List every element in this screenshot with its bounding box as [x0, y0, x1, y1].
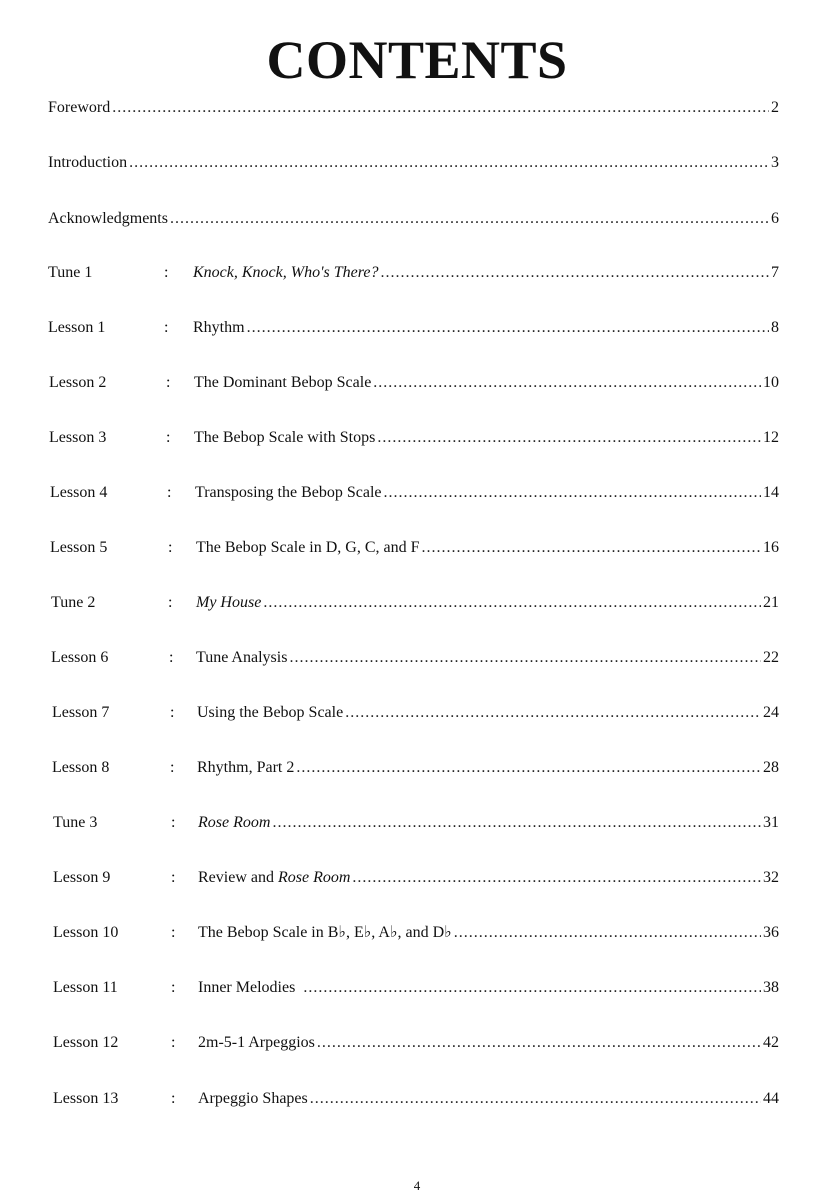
- entry-label: Tune 3: [53, 814, 98, 831]
- page-number: 8: [771, 319, 779, 336]
- entry-colon: :: [171, 869, 176, 886]
- entry-label: Lesson 8: [52, 759, 110, 776]
- entry-title: [196, 593, 261, 613]
- toc-entry-lesson-4[interactable]: [195, 483, 779, 503]
- page-number: 12: [763, 429, 779, 446]
- dot-leader: [272, 813, 761, 833]
- dot-leader: [112, 98, 769, 118]
- entry-title: The Bebop Scale in B♭, E♭, A♭, and D♭: [198, 924, 452, 941]
- page-number: 28: [763, 759, 779, 776]
- dot-leader: [170, 209, 769, 229]
- page-number: 44: [763, 1090, 779, 1107]
- footer-page-number: 4: [413, 1178, 421, 1193]
- dot-leader: [303, 978, 761, 998]
- entry-title: The Bebop Scale with Stops: [194, 429, 376, 446]
- entry-label: Lesson 7: [52, 704, 110, 721]
- entry-label: Lesson 9: [53, 869, 111, 886]
- toc-entry-lesson-1[interactable]: [193, 318, 779, 338]
- entry-title-italic: Rose Room: [277, 869, 351, 886]
- entry-title: Arpeggio Shapes: [198, 1090, 308, 1107]
- page-number: 3: [771, 154, 779, 171]
- entry-colon: :: [169, 649, 174, 666]
- entry-title: Foreword: [48, 99, 111, 116]
- page-number: 14: [763, 484, 779, 501]
- toc-entry-lesson-12[interactable]: [198, 1033, 779, 1053]
- entry-label: Lesson 3: [49, 429, 107, 446]
- entry-label: Lesson 13: [53, 1090, 119, 1107]
- entry-title: Tune Analysis: [196, 649, 288, 666]
- toc-entry-acknowledgments[interactable]: [48, 209, 779, 229]
- entry-title: Introduction: [48, 154, 128, 171]
- entry-colon: :: [171, 814, 176, 831]
- entry-colon: :: [171, 1090, 176, 1107]
- dot-leader: [345, 703, 761, 723]
- entry-colon: :: [168, 539, 173, 556]
- entry-title: [198, 868, 350, 888]
- toc-entry-lesson-10[interactable]: [198, 923, 779, 943]
- toc-entry-lesson-8[interactable]: [197, 758, 779, 778]
- entry-label: Lesson 2: [49, 374, 107, 391]
- entry-title: Rhythm: [193, 319, 245, 336]
- entry-colon: :: [166, 429, 171, 446]
- page-title: CONTENTS: [266, 30, 568, 90]
- dot-leader: [289, 648, 761, 668]
- page-number: 31: [763, 814, 779, 831]
- entry-title: [193, 263, 378, 283]
- page-number: 2: [771, 99, 779, 116]
- entry-title: Using the Bebop Scale: [197, 704, 344, 721]
- page-number: 21: [763, 594, 779, 611]
- page-number: 32: [763, 869, 779, 886]
- dot-leader: [317, 1033, 761, 1053]
- dot-leader: [129, 153, 769, 173]
- page-number: 42: [763, 1034, 779, 1051]
- toc-entry-lesson-9[interactable]: [198, 868, 779, 888]
- entry-label: Lesson 11: [53, 979, 118, 996]
- entry-title: The Dominant Bebop Scale: [194, 374, 372, 391]
- page-number: 22: [763, 649, 779, 666]
- entry-title-text: My House: [196, 594, 262, 611]
- entry-title: The Bebop Scale in D, G, C, and F: [196, 539, 420, 556]
- entry-colon: :: [171, 1034, 176, 1051]
- toc-entry-introduction[interactable]: [48, 153, 779, 173]
- entry-title: Inner Melodies: [198, 979, 296, 996]
- toc-entry-tune-3[interactable]: [198, 813, 779, 833]
- dot-leader: [247, 318, 769, 338]
- entry-label: Lesson 6: [51, 649, 109, 666]
- entry-label: Tune 2: [51, 594, 96, 611]
- entry-label: Lesson 10: [53, 924, 119, 941]
- toc-entry-lesson-11[interactable]: [198, 978, 779, 998]
- toc-entry-foreword[interactable]: [48, 98, 779, 118]
- entry-title: Rhythm, Part 2: [197, 759, 295, 776]
- entry-title-text: Rose Room: [198, 814, 271, 831]
- entry-colon: :: [168, 594, 173, 611]
- entry-colon: :: [170, 704, 175, 721]
- dot-leader: [422, 538, 761, 558]
- dot-leader: [373, 373, 761, 393]
- entry-title: Transposing the Bebop Scale: [195, 484, 382, 501]
- entry-title-text: Review and: [198, 869, 278, 886]
- dot-leader: [380, 263, 769, 283]
- dot-leader: [263, 593, 761, 613]
- dot-leader: [454, 923, 761, 943]
- entry-title: [198, 813, 270, 833]
- page-number: 10: [763, 374, 779, 391]
- entry-colon: :: [171, 979, 176, 996]
- entry-colon: :: [167, 484, 172, 501]
- page-number: 7: [771, 264, 779, 281]
- entry-label: Tune 1: [48, 264, 93, 281]
- toc-entry-lesson-6[interactable]: [196, 648, 779, 668]
- page-number: 6: [771, 210, 779, 227]
- entry-label: Lesson 1: [48, 319, 106, 336]
- entry-title: 2m-5-1 Arpeggios: [198, 1034, 315, 1051]
- dot-leader: [352, 868, 761, 888]
- entry-label: Lesson 12: [53, 1034, 119, 1051]
- page-number: 24: [763, 704, 779, 721]
- entry-colon: :: [164, 319, 169, 336]
- toc-entry-lesson-5[interactable]: [196, 538, 779, 558]
- entry-colon: :: [164, 264, 169, 281]
- entry-colon: :: [171, 924, 176, 941]
- toc-entry-lesson-2[interactable]: [194, 373, 779, 393]
- dot-leader: [310, 1089, 761, 1109]
- entry-title-text: Knock, Knock, Who's There?: [193, 264, 379, 281]
- dot-leader: [384, 483, 761, 503]
- toc-entry-lesson-7[interactable]: [197, 703, 779, 723]
- toc-entry-lesson-13[interactable]: [198, 1089, 779, 1109]
- entry-colon: :: [166, 374, 171, 391]
- entry-label: Lesson 4: [50, 484, 108, 501]
- entry-label: Lesson 5: [50, 539, 108, 556]
- dot-leader: [377, 428, 761, 448]
- entry-colon: :: [170, 759, 175, 776]
- toc-entry-tune-1[interactable]: [193, 263, 779, 283]
- toc-entry-tune-2[interactable]: [196, 593, 779, 613]
- dot-leader: [296, 758, 761, 778]
- page-number: 16: [763, 539, 779, 556]
- toc-entry-lesson-3[interactable]: [194, 428, 779, 448]
- page-number: 36: [763, 924, 779, 941]
- entry-title: Acknowledgments: [48, 210, 168, 227]
- page-number: 38: [763, 979, 779, 996]
